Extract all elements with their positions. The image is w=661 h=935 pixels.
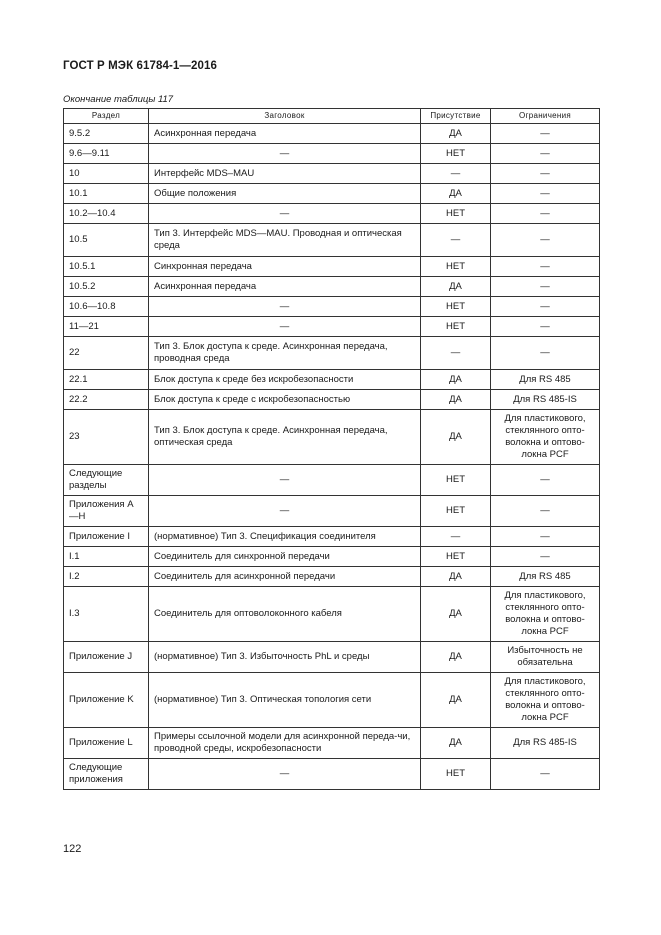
cell-limits: —: [491, 496, 600, 527]
table-row: [64, 337, 600, 370]
cell-section: I.2: [64, 567, 149, 587]
table-row: [64, 370, 600, 390]
cell-limits: —: [491, 547, 600, 567]
cell-limits: —: [491, 759, 600, 790]
cell-section: Приложения А—Н: [64, 496, 149, 527]
cell-presence: НЕТ: [421, 317, 491, 337]
cell-presence: ДА: [421, 277, 491, 297]
column-header-title: Заголовок: [149, 109, 421, 124]
table-row: [64, 204, 600, 224]
cell-title: Асинхронная передача: [149, 124, 421, 144]
table-row: [64, 164, 600, 184]
cell-limits: Для RS 485: [491, 370, 600, 390]
cell-limits: —: [491, 277, 600, 297]
cell-presence: —: [421, 527, 491, 547]
cell-presence: ДА: [421, 642, 491, 673]
cell-title: —: [149, 759, 421, 790]
cell-presence: ДА: [421, 567, 491, 587]
cell-presence: НЕТ: [421, 465, 491, 496]
cell-section: 10.5: [64, 224, 149, 257]
cell-title: Соединитель для оптоволоконного кабеля: [149, 587, 421, 642]
table-row: [64, 124, 600, 144]
table-row: [64, 567, 600, 587]
table-row: [64, 277, 600, 297]
table-row: [64, 728, 600, 759]
table-caption: Окончание таблицы 117: [63, 94, 174, 105]
table-row: [64, 257, 600, 277]
cell-title: —: [149, 317, 421, 337]
cell-presence: ДА: [421, 587, 491, 642]
table-row: [64, 759, 600, 790]
cell-presence: —: [421, 337, 491, 370]
cell-limits: Избыточность не обязательна: [491, 642, 600, 673]
cell-title: (нормативное) Тип 3. Оптическая топология сети: [149, 673, 421, 728]
column-header-limits: Ограничения: [491, 109, 600, 124]
cell-limits: —: [491, 204, 600, 224]
cell-title: Синхронная передача: [149, 257, 421, 277]
cell-presence: ДА: [421, 410, 491, 465]
cell-limits: Для RS 485: [491, 567, 600, 587]
cell-presence: НЕТ: [421, 496, 491, 527]
cell-limits: Для пластикового, стеклянного опто-волокна и оптово-локна PCF: [491, 410, 600, 465]
cell-section: 9.6—9.11: [64, 144, 149, 164]
cell-section: Следующие разделы: [64, 465, 149, 496]
cell-limits: —: [491, 527, 600, 547]
cell-presence: НЕТ: [421, 759, 491, 790]
cell-presence: ДА: [421, 728, 491, 759]
table-row: [64, 642, 600, 673]
cell-section: 10.5.2: [64, 277, 149, 297]
cell-section: Приложение L: [64, 728, 149, 759]
table-row: [64, 297, 600, 317]
cell-title: —: [149, 465, 421, 496]
cell-title: Тип 3. Интерфейс MDS—MAU. Проводная и оптическая среда: [149, 224, 421, 257]
cell-limits: Для пластикового, стеклянного опто-волокна и оптово-локна PCF: [491, 673, 600, 728]
cell-limits: Для RS 485-IS: [491, 728, 600, 759]
cell-limits: —: [491, 144, 600, 164]
cell-limits: —: [491, 337, 600, 370]
cell-section: 22.1: [64, 370, 149, 390]
cell-section: 10.1: [64, 184, 149, 204]
cell-title: —: [149, 297, 421, 317]
cell-title: —: [149, 204, 421, 224]
table-row: [64, 547, 600, 567]
cell-title: Блок доступа к среде с искробезопасностью: [149, 390, 421, 410]
cell-limits: —: [491, 317, 600, 337]
table-row: [64, 465, 600, 496]
cell-section: 10.5.1: [64, 257, 149, 277]
cell-presence: ДА: [421, 184, 491, 204]
column-header-presence: Присутствие: [421, 109, 491, 124]
cell-section: 10.2—10.4: [64, 204, 149, 224]
table-header-row: [64, 109, 600, 124]
cell-section: I.1: [64, 547, 149, 567]
cell-presence: ДА: [421, 124, 491, 144]
cell-section: 11—21: [64, 317, 149, 337]
cell-presence: НЕТ: [421, 257, 491, 277]
cell-title: —: [149, 144, 421, 164]
cell-presence: ДА: [421, 673, 491, 728]
cell-title: Общие положения: [149, 184, 421, 204]
cell-section: Следующие приложения: [64, 759, 149, 790]
cell-section: Приложение J: [64, 642, 149, 673]
table-row: [64, 184, 600, 204]
cell-limits: —: [491, 224, 600, 257]
cell-limits: Для пластикового, стеклянного опто-волокна и оптово-локна PCF: [491, 587, 600, 642]
table-row: [64, 144, 600, 164]
cell-section: 22.2: [64, 390, 149, 410]
cell-section: Приложение I: [64, 527, 149, 547]
cell-presence: НЕТ: [421, 204, 491, 224]
document-title: ГОСТ Р МЭК 61784-1—2016: [63, 60, 217, 72]
cell-title: Тип 3. Блок доступа к среде. Асинхронная передача, проводная среда: [149, 337, 421, 370]
page-number: 122: [63, 843, 82, 855]
cell-section: I.3: [64, 587, 149, 642]
cell-section: 22: [64, 337, 149, 370]
cell-section: Приложение K: [64, 673, 149, 728]
cell-presence: ДА: [421, 390, 491, 410]
table-row: [64, 410, 600, 465]
cell-limits: —: [491, 124, 600, 144]
cell-presence: —: [421, 164, 491, 184]
cell-limits: —: [491, 184, 600, 204]
table-row: [64, 587, 600, 642]
cell-title: —: [149, 496, 421, 527]
cell-limits: —: [491, 257, 600, 277]
table-row: [64, 390, 600, 410]
cell-title: Соединитель для синхронной передачи: [149, 547, 421, 567]
cell-title: (нормативное) Тип 3. Избыточность PhL и среды: [149, 642, 421, 673]
cell-section: 9.5.2: [64, 124, 149, 144]
cell-section: 10: [64, 164, 149, 184]
cell-title: (нормативное) Тип 3. Спецификация соединителя: [149, 527, 421, 547]
cell-presence: НЕТ: [421, 547, 491, 567]
cell-title: Соединитель для асинхронной передачи: [149, 567, 421, 587]
table-row: [64, 224, 600, 257]
cell-limits: —: [491, 465, 600, 496]
cell-title: Интерфейс MDS–MAU: [149, 164, 421, 184]
cell-section: 10.6—10.8: [64, 297, 149, 317]
column-header-section: Раздел: [64, 109, 149, 124]
requirements-table: [63, 108, 600, 790]
table-row: [64, 673, 600, 728]
cell-title: Асинхронная передача: [149, 277, 421, 297]
cell-limits: —: [491, 297, 600, 317]
table-row: [64, 527, 600, 547]
cell-limits: —: [491, 164, 600, 184]
table-row: [64, 317, 600, 337]
table-row: [64, 496, 600, 527]
cell-presence: НЕТ: [421, 144, 491, 164]
cell-section: 23: [64, 410, 149, 465]
cell-title: Примеры ссылочной модели для асинхронной переда-чи, проводной среды, искробезопасности: [149, 728, 421, 759]
cell-title: Тип 3. Блок доступа к среде. Асинхронная передача, оптическая среда: [149, 410, 421, 465]
cell-title: Блок доступа к среде без искробезопасности: [149, 370, 421, 390]
cell-limits: Для RS 485-IS: [491, 390, 600, 410]
cell-presence: —: [421, 224, 491, 257]
cell-presence: НЕТ: [421, 297, 491, 317]
cell-presence: ДА: [421, 370, 491, 390]
